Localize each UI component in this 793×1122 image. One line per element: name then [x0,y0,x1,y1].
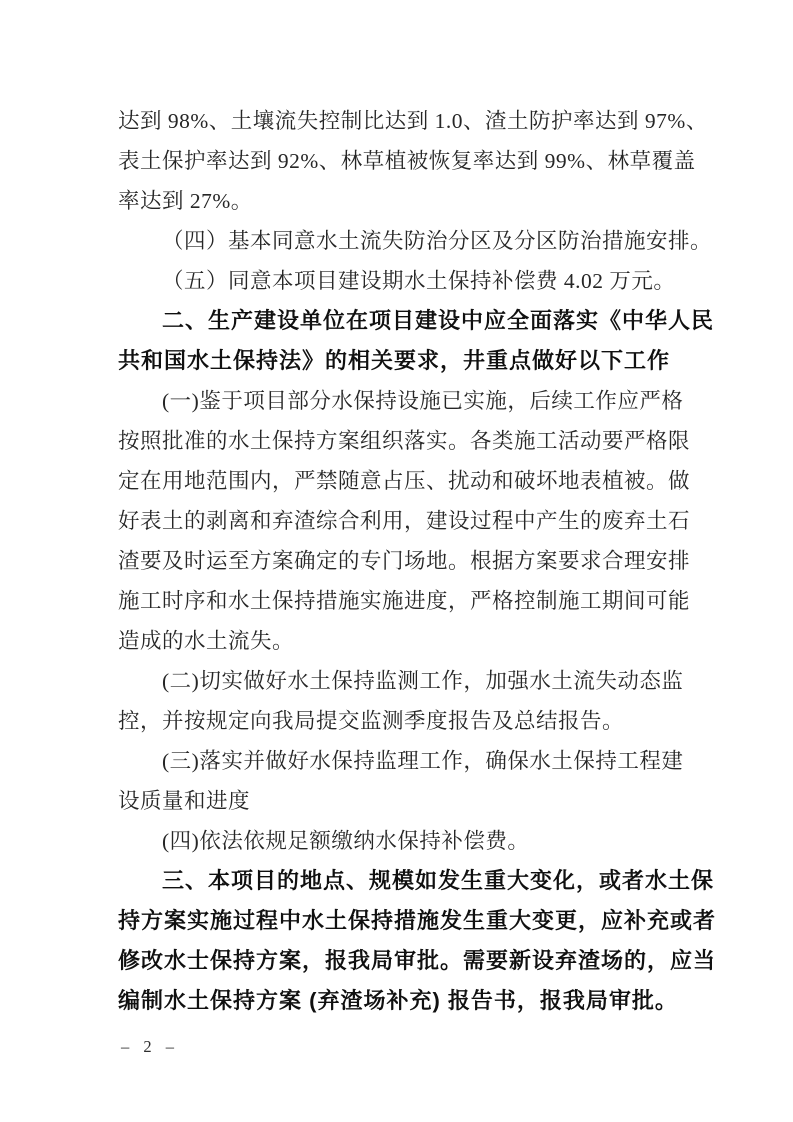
paragraph [118,821,683,861]
document-line: （四）基本同意水土流失防治分区及分区防治措施安排。 [162,229,713,253]
paragraph [118,741,683,821]
document-line: 持方案实施过程中水土保持措施发生重大变更，应补充或者 [118,908,717,933]
document-line: 施工时序和水土保持措施实施进度，严格控制施工期间可能 [118,589,691,613]
document-body [118,101,717,1021]
paragraph [118,861,717,1021]
document-line: 定在用地范围内，严禁随意占压、扰动和破坏地表植被。做 [118,469,691,493]
document-line: 造成的水土流失。 [118,629,295,653]
paragraph [118,261,683,301]
document-line: (一)鉴于项目部分水保持设施已实施，后续工作应严格 [162,389,684,413]
paragraph [118,221,713,261]
document-line: 三、本项目的地点、规模如发生重大变化，或者水土保 [162,868,715,893]
document-line: 按照批准的水土保持方案组织落实。各类施工活动要严格限 [118,429,691,453]
document-line: 渣要及时运至方案确定的专门场地。根据方案要求合理安排 [118,549,691,573]
document-line: 修改水士保持方案，报我局审批。需要新设弃渣场的，应当 [118,948,717,973]
paragraph [118,381,691,661]
document-line: 编制水土保持方案 (弃渣场补充) 报告书，报我局审批。 [118,988,678,1013]
paragraph [118,101,708,221]
document-line: 二、生产建设单位在项目建设中应全面落实《中华人民 [162,308,715,333]
paragraph [118,661,683,741]
document-line: 达到 98%、土壤流失控制比达到 1.0、渣土防护率达到 97%、 [118,109,708,133]
document-line: (四)依法依规足额缴纳水保持补偿费。 [162,829,530,853]
document-line: 控，并按规定向我局提交监测季度报告及总结报告。 [118,709,625,733]
document-line: 共和国水土保持法》的相关要求，井重点做好以下工作 [118,348,671,373]
page-number: – 2 – [121,1037,179,1056]
document-line: 率达到 27%。 [118,189,253,213]
document-line: （五）同意本项目建设期水土保持补偿费 4.02 万元。 [162,269,676,293]
paragraph [118,301,715,381]
document-line: 表土保护率达到 92%、林草植被恢复率达到 99%、林草覆盖 [118,149,696,173]
document-line: 设质量和进度 [118,789,251,813]
document-line: 好表土的剥离和弃渣综合利用，建设过程中产生的废弃土石 [118,509,691,533]
document-line: (二)切实做好水土保持监测工作，加强水土流失动态监 [162,669,684,693]
document-line: (三)落实并做好水保持监理工作，确保水土保持工程建 [162,749,684,773]
